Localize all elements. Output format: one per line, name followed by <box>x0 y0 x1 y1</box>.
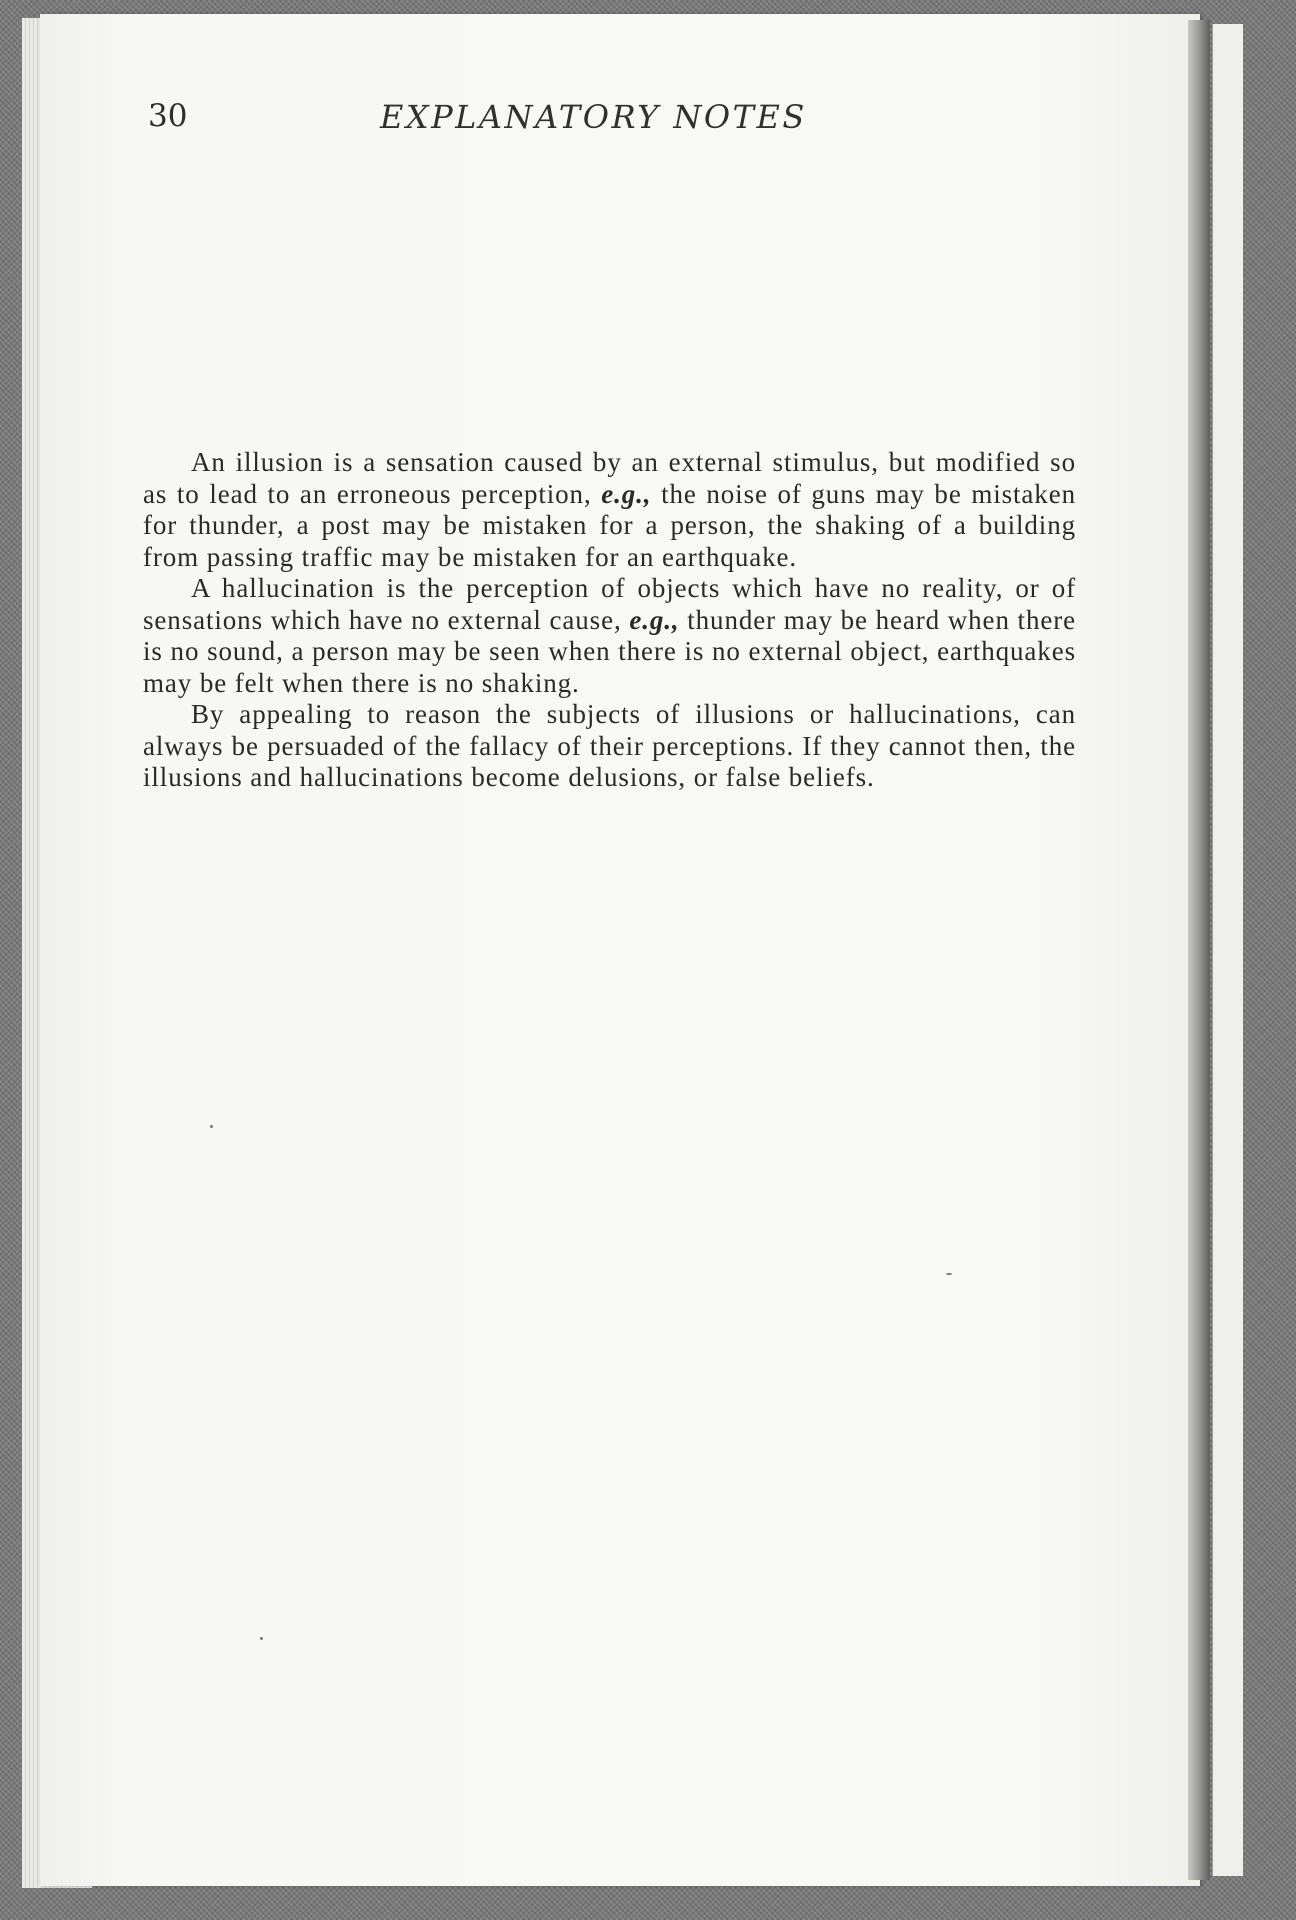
paragraph-text: the noise of guns may be mistaken for thunder, a post may be mistaken for a person, the shaking of a building from passing traffic may be mistaken for an earthquake. <box>143 478 1076 572</box>
gutter-shadow <box>1188 20 1210 1880</box>
eg-abbreviation: e.g., <box>629 604 680 635</box>
facing-page-edge <box>1212 24 1243 1876</box>
paragraph-delusion: By appealing to reason the subjects of illusions or hallucinations, can always be persuaded of the fallacy of their perceptions. If they cannot then, the illusions and hallucinations become delusions, or false beliefs. <box>143 699 1076 792</box>
paper-speck <box>260 1637 263 1640</box>
paragraph-hallucination <box>143 573 1076 699</box>
eg-abbreviation: e.g., <box>601 478 652 509</box>
paragraph-illusion <box>143 447 1076 573</box>
body-text <box>143 447 1076 794</box>
paragraph-text: An illusion is a sensation caused by an external stimulus, but modified so as to lead to an erroneous perception, <box>143 447 1076 509</box>
page-number: 30 <box>148 98 188 134</box>
book-page <box>40 14 1200 1886</box>
paper-speck <box>946 1273 952 1275</box>
paragraph-text: A hallucination is the perception of objects which have no reality, or of sensations which have no external cause, <box>143 573 1076 635</box>
paragraph-text: thunder may be heard when there is no sound, a person may be seen when there is no external object, earthquakes may be felt when there is no shaking. <box>143 604 1076 698</box>
paper-speck <box>210 1125 213 1128</box>
running-head: EXPLANATORY NOTES <box>380 98 807 136</box>
